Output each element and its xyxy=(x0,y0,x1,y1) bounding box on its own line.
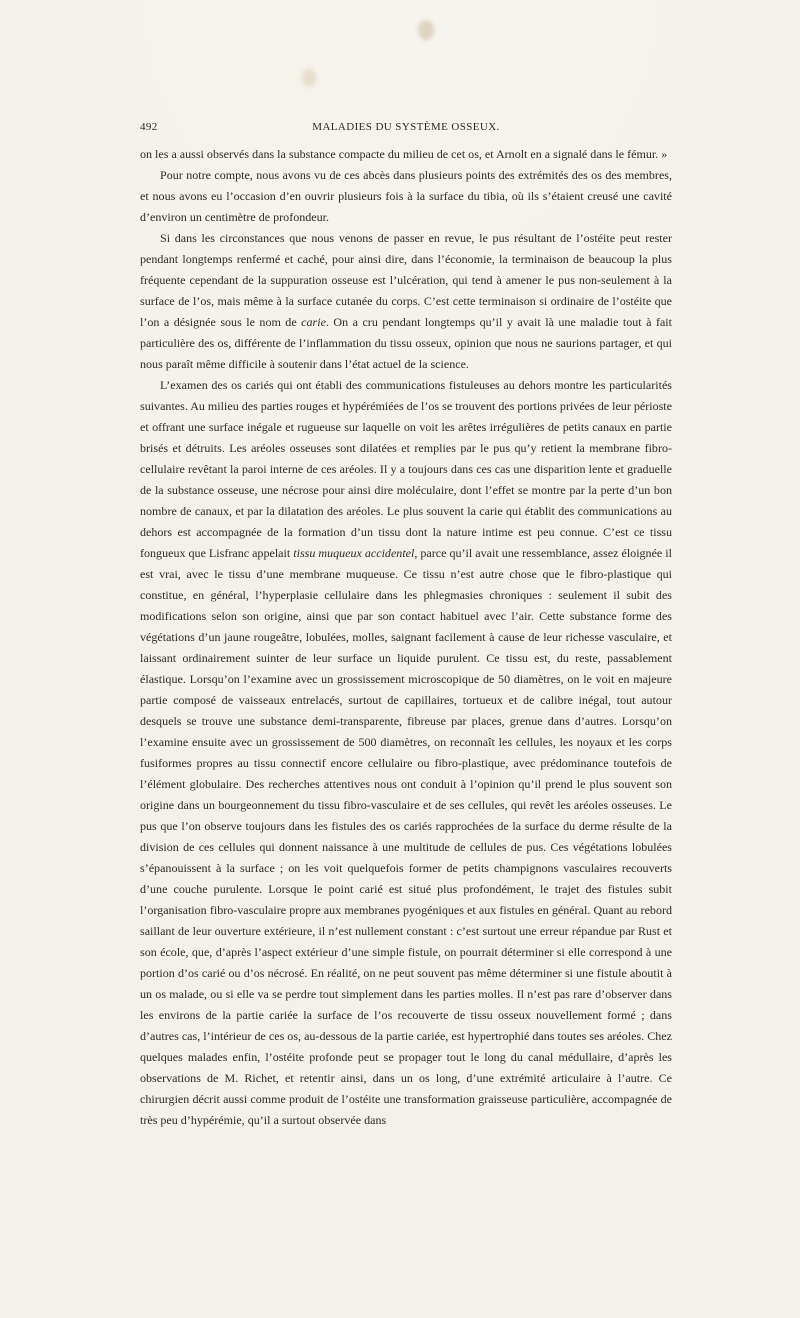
paper-stain xyxy=(302,69,316,87)
paragraph xyxy=(140,165,672,228)
paragraph-text: . On a cru pendant longtemps qu’il y avait là une maladie tout à fait particulière des os, différente de l’inflammation du tissu osseux, opinion que nous ne saurions partager, et qui nous paraît même difficile à soutenir dans l’état actuel de la science. xyxy=(140,315,672,371)
paragraph xyxy=(140,144,672,165)
paragraph xyxy=(140,375,672,1131)
paragraph-text: , parce qu’il avait une ressemblance, assez éloignée il est vrai, avec le tissu d’une membrane muqueuse. Ce tissu n’est autre chose que le fibro-plastique qui constitue, en général, l’hyperplasie cellulaire dans les phlegmasies chroniques : seulement il subit des modifications selon son origine, ainsi que par son contact habituel avec l’air. Cette substance forme des végétations d’un jaune rougeâtre, lobulées, molles, saignant facilement à cause de leur richesse vasculaire, et laissant ordinairement suinter de leur surface un liquide purulent. Ce tissu est, du reste, passablement élastique. Lorsqu’on l’examine avec un grossissement microscopique de 50 diamètres, on le voit en majeure partie composé de vaisseaux entrelacés, surtout de capillaires, tortueux et de calibre inégal, tout autour desquels se trouve une substance demi-transparente, fibreuse par places, grenue dans d’autres. Lorsqu’on l’examine ensuite avec un grossissement de 500 diamètres, on reconnaît les cellules, les noyaux et les corps fusiformes propres au tissu connectif encore cellulaire ou fibro-plastique, avec prédominance toutefois de l’élément globulaire. Des recherches attentives nous ont conduit à l’opinion qu’il prend le plus souvent son origine dans un bourgeonnement du tissu fibro-vasculaire et de ses cellules, qui revêt les aréoles osseuses. Le pus que l’on observe toujours dans les fistules des os cariés rapprochées de la surface du derme résulte de la division de ces cellules qui donnent naissance à une multitude de cellules de pus. Ces végétations lobulées s’épanouissent à la surface ; on les voit quelquefois former de petits champignons vasculaires recouverts d’une couche purulente. Lorsque le point carié est situé plus profondément, le trajet des fistules subit l’organisation fibro-vasculaire propre aux membranes pyogéniques et aux fistules en général. Quant au rebord saillant de leur ouverture extérieure, il n’est nullement constant : c’est surtout une erreur répandue par Rust et son école, que, d’après l’aspect extérieur d’une simple fistule, on pourrait déterminer si elle correspond à une portion d’os carié ou d’os nécrosé. En réalité, on ne peut souvent pas même déterminer si une fistule aboutit à un os malade, ou si elle va se perdre tout simplement dans les parties molles. Il n’est pas rare d’observer dans les environs de la partie cariée la surface de l’os recouverte de tissu osseux nouvellement formé ; dans d’autres cas, l’intérieur de ces os, au-dessous de la partie cariée, est hypertrophié dans toutes ses aréoles. Chez quelques malades enfin, l’ostéite profonde peut se propager tout le long du canal médullaire, d’après les observations de M. Richet, et retentir ainsi, dans un os long, d’une extrémité articulaire à l’autre. Ce chirurgien décrit aussi comme produit de l’ostéite une transformation graisseuse particulière, accompagnée de très peu d’hypérémie, qu’il a surtout observée dans xyxy=(140,546,672,1127)
running-head: MALADIES DU SYSTÈME OSSEUX. xyxy=(312,121,500,133)
paragraph-text: L’examen des os cariés qui ont établi des communications fistuleuses au dehors montre les particularités suivantes. Au milieu des parties rouges et hypérémiées de l’os se trouvent des portions privées de leur périoste et offrant une surface inégale et rugueuse sur laquelle on voit les arêtes irrégulières de petits canaux en partie brisés et détruits. Les aréoles osseuses sont dilatées et remplies par le pus qu’y retient la membrane fibro-cellulaire revêtant la paroi interne de ces aréoles. Il y a toujours dans ces cas une disparition lente et graduelle de la substance osseuse, une nécrose pour ainsi dire moléculaire, dont l’effet se montre par la perte d’un bon nombre de canaux, et par la dilatation des aréoles. Le plus souvent la carie qui établit des communications au dehors est accompagnée de la formation d’un tissu dont la nature intime est peu connue. C’est ce tissu fongueux que Lisfranc appelait xyxy=(140,378,672,560)
page-number: 492 xyxy=(140,121,158,133)
italic-term: carie xyxy=(301,315,326,329)
body-text xyxy=(140,144,672,1131)
paragraph-text: Pour notre compte, nous avons vu de ces abcès dans plusieurs points des extrémités des os des membres, et nous avons eu l’occasion d’en ouvrir plusieurs fois à la surface du tibia, où ils s’étaient creusé une cavité d’environ un centimètre de profondeur. xyxy=(140,168,672,224)
paragraph xyxy=(140,228,672,375)
page-header xyxy=(140,121,672,139)
italic-term: tissu muqueux accidentel xyxy=(293,546,415,560)
paragraph-text: Si dans les circonstances que nous venons de passer en revue, le pus résultant de l’ostéite peut rester pendant longtemps renfermé et caché, pour ainsi dire, dans l’économie, la terminaison de beaucoup la plus fréquente cependant de la suppuration osseuse est l’ulcération, qui tend à amener le pus non-seulement à la surface de l’os, mais même à la surface cutanée du corps. C’est cette terminaison si ordinaire de l’ostéite que l’on a désignée sous le nom de xyxy=(140,231,672,329)
paper-stain xyxy=(418,20,434,40)
paragraph-text: on les a aussi observés dans la substance compacte du milieu de cet os, et Arnolt en a signalé dans le fémur. » xyxy=(140,147,668,161)
